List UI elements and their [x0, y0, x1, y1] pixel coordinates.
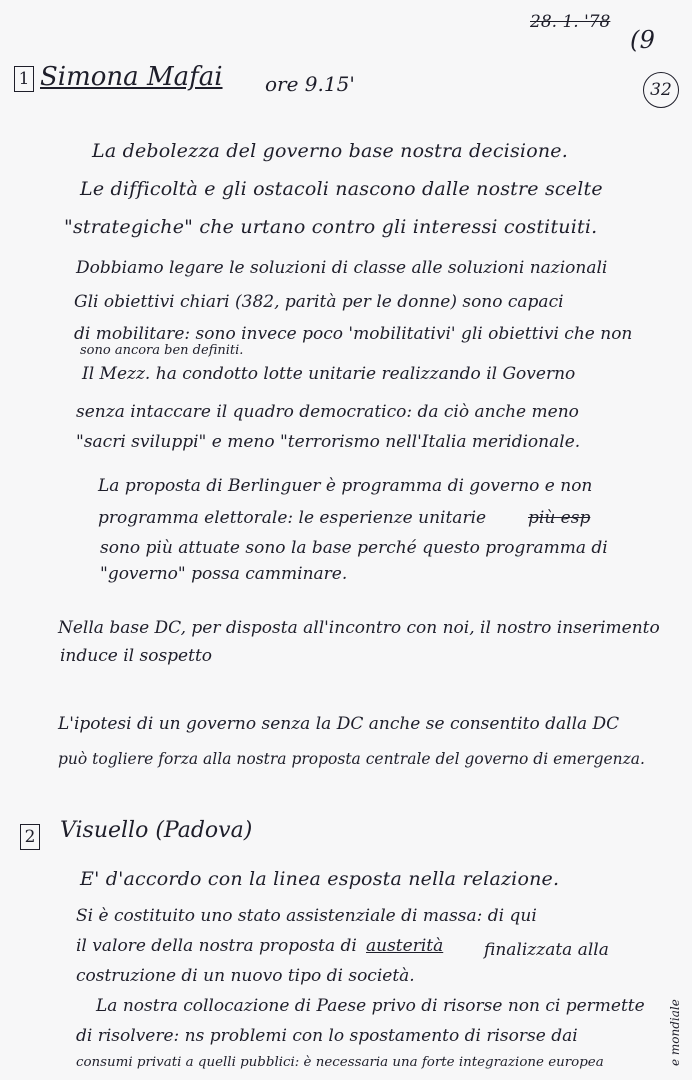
note-line: Dobbiamo legare le soluzioni di classe alle soluzioni nazionali	[76, 258, 608, 278]
note-line: E' d'accordo con la linea esposta nella relazione.	[80, 868, 560, 890]
note-line: La debolezza del governo base nostra decisione.	[92, 140, 568, 162]
note-line: finalizzata alla	[484, 940, 609, 960]
note-line: Il Mezz. ha condotto lotte unitarie realizzando il Governo	[82, 364, 576, 384]
header-date: 28. 1. '78	[530, 12, 611, 32]
note-line: sono più attuate sono la base perché questo programma di	[100, 538, 608, 558]
note-line: induce il sospetto	[60, 646, 213, 666]
note-line: costruzione di un nuovo tipo di società.	[76, 966, 415, 986]
note-line: sono ancora ben definiti.	[80, 343, 244, 358]
speaker1-name: Simona Mafai	[40, 62, 223, 92]
note-line: il valore della nostra proposta di	[76, 936, 357, 956]
note-line: programma elettorale: le esperienze unitarie	[98, 508, 487, 528]
note-line: La nostra collocazione di Paese privo di risorse non ci permette	[96, 996, 645, 1016]
circled-page-number: 32	[643, 72, 679, 108]
note-line: senza intaccare il quadro democratico: da ciò anche meno	[76, 402, 579, 422]
margin-note: e mondiale	[668, 999, 682, 1066]
note-line: di mobilitare: sono invece poco 'mobilitativi' gli obiettivi che non	[74, 324, 633, 344]
note-line: di risolvere: ns problemi con lo spostamento di risorse dai	[76, 1026, 578, 1046]
note-line: L'ipotesi di un governo senza la DC anche se consentito dalla DC	[58, 714, 620, 734]
note-line: Gli obiettivi chiari (382, parità per le donne) sono capaci	[74, 292, 564, 312]
speaker1-time: ore 9.15'	[265, 72, 355, 96]
note-line: La proposta di Berlinguer è programma di governo e non	[98, 476, 593, 496]
note-line: Si è costituito uno stato assistenziale di massa: di qui	[76, 906, 537, 926]
note-line: può togliere forza alla nostra proposta centrale del governo di emergenza.	[58, 750, 645, 768]
struck-word: più esp	[528, 508, 591, 528]
sheet-number: (9	[630, 26, 656, 54]
speaker1-number: 1	[14, 66, 34, 92]
note-line: "sacri sviluppi" e meno "terrorismo nell'Italia meridionale.	[76, 432, 581, 452]
note-line: Le difficoltà e gli ostacoli nascono dalle nostre scelte	[80, 178, 603, 200]
note-line: consumi privati a quelli pubblici: è necessaria una forte integrazione europea	[76, 1055, 604, 1070]
speaker2-number: 2	[20, 824, 40, 850]
note-line: "strategiche" che urtano contro gli interessi costituiti.	[64, 216, 598, 238]
speaker2-name: Visuello (Padova)	[60, 818, 253, 843]
underlined-word: austerità	[366, 936, 444, 956]
note-line: Nella base DC, per disposta all'incontro con noi, il nostro inserimento	[58, 618, 660, 638]
note-line: "governo" possa camminare.	[100, 564, 348, 584]
